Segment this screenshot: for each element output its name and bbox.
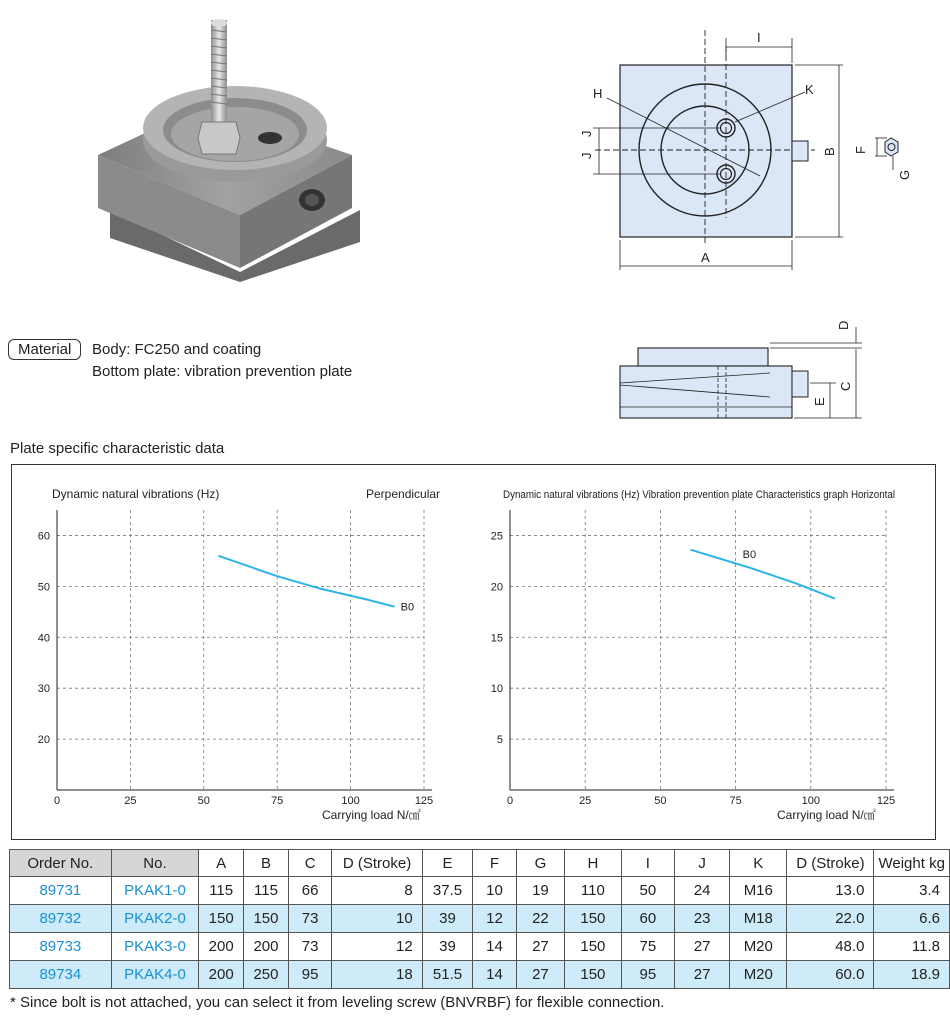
y-tick-label: 60	[37, 530, 50, 543]
chart-perpendicular-title: Dynamic natural vibrations (Hz)	[52, 487, 220, 501]
table-cell: 23	[675, 905, 730, 933]
table-cell: 8	[332, 877, 422, 905]
chart-perpendicular-xlabel: Carrying load N/㎠	[322, 808, 421, 822]
dim-i: I	[757, 30, 761, 45]
part-number-link[interactable]: PKAK1-0	[111, 877, 199, 905]
dim-k: K	[805, 82, 814, 97]
chart-horizontal-plot	[491, 510, 895, 807]
table-row	[10, 961, 950, 989]
table-cell: M20	[730, 933, 787, 961]
col-header: D (Stroke)	[332, 850, 422, 877]
dim-a: A	[701, 250, 710, 265]
col-header: E	[422, 850, 473, 877]
table-cell: 200	[199, 961, 244, 989]
col-header: F	[473, 850, 516, 877]
table-cell: 95	[621, 961, 674, 989]
col-header: H	[565, 850, 622, 877]
chart-horizontal-title: Dynamic natural vibrations (Hz) Vibration prevention plate Characteristics graph Horizontal	[503, 489, 895, 501]
table-cell: 150	[199, 905, 244, 933]
series-line-b0	[691, 550, 835, 599]
table-cell: 115	[244, 877, 289, 905]
col-header: B	[244, 850, 289, 877]
dim-h: H	[593, 86, 603, 101]
product-photo	[90, 10, 370, 285]
x-tick-label: 50	[654, 795, 667, 807]
chart-horizontal-xlabel: Carrying load N/㎠	[777, 808, 876, 822]
table-cell: 110	[565, 877, 622, 905]
col-header: A	[199, 850, 244, 877]
dim-c: C	[838, 381, 853, 391]
table-cell: 14	[473, 961, 516, 989]
footnote: * Since bolt is not attached, you can select it from leveling screw (BNVRBF) for flexible connection.	[10, 994, 665, 1011]
table-cell: 12	[473, 905, 516, 933]
table-cell: 50	[621, 877, 674, 905]
table-row	[10, 933, 950, 961]
table-row	[10, 905, 950, 933]
table-cell: 39	[422, 933, 473, 961]
part-number-link[interactable]: PKAK4-0	[111, 961, 199, 989]
x-tick-label: 75	[729, 795, 742, 807]
table-cell: 150	[565, 961, 622, 989]
y-tick-label: 15	[490, 632, 503, 645]
order-number-link[interactable]: 89733	[10, 933, 112, 961]
col-header: Order No.	[10, 850, 112, 877]
chart-perpendicular-plot	[38, 510, 433, 807]
dim-e: E	[812, 397, 827, 406]
spec-table-body	[10, 877, 950, 989]
table-cell: 150	[565, 905, 622, 933]
chart-horizontal	[472, 465, 935, 839]
spec-table-header	[10, 850, 950, 877]
table-cell: 60.0	[787, 961, 874, 989]
section-title: Plate specific characteristic data	[10, 440, 225, 457]
table-cell: 250	[244, 961, 289, 989]
table-cell: 73	[288, 905, 331, 933]
col-header: No.	[111, 850, 199, 877]
table-cell: 75	[621, 933, 674, 961]
table-cell: M18	[730, 905, 787, 933]
part-number-link[interactable]: PKAK3-0	[111, 933, 199, 961]
order-number-link[interactable]: 89732	[10, 905, 112, 933]
table-cell: 95	[288, 961, 331, 989]
col-header: I	[621, 850, 674, 877]
chart-perpendicular	[12, 465, 472, 839]
table-cell: 10	[473, 877, 516, 905]
table-cell: 24	[675, 877, 730, 905]
table-cell: 27	[675, 933, 730, 961]
table-cell: 60	[621, 905, 674, 933]
table-cell: 12	[332, 933, 422, 961]
table-cell: 200	[244, 933, 289, 961]
table-cell: 150	[244, 905, 289, 933]
col-header: K	[730, 850, 787, 877]
table-cell: 14	[473, 933, 516, 961]
x-tick-label: 0	[506, 795, 514, 807]
y-tick-label: 5	[496, 734, 503, 747]
y-tick-label: 25	[490, 530, 503, 543]
series-label: B0	[400, 601, 415, 614]
table-cell: 11.8	[874, 933, 950, 961]
table-cell: 27	[516, 961, 564, 989]
dim-d: D	[836, 320, 851, 330]
top-view-drawing	[575, 18, 935, 283]
x-tick-label: 100	[801, 795, 820, 807]
order-number-link[interactable]: 89731	[10, 877, 112, 905]
side-view-drawing	[600, 313, 870, 428]
table-cell: M16	[730, 877, 787, 905]
table-row	[10, 877, 950, 905]
y-tick-label: 20	[37, 734, 50, 747]
col-header: D (Stroke)	[787, 850, 874, 877]
material-body-line: Body: FC250 and coating	[92, 341, 262, 358]
chart-panel	[11, 464, 936, 840]
order-number-link[interactable]: 89734	[10, 961, 112, 989]
spec-table	[9, 849, 950, 989]
x-tick-label: 25	[124, 795, 137, 807]
x-tick-label: 100	[341, 795, 360, 807]
x-tick-label: 25	[579, 795, 592, 807]
table-cell: 39	[422, 905, 473, 933]
part-number-link[interactable]: PKAK2-0	[111, 905, 199, 933]
y-tick-label: 40	[37, 632, 50, 645]
x-tick-label: 75	[271, 795, 284, 807]
material-plate-line: Bottom plate: vibration prevention plate	[92, 363, 353, 380]
chart-perpendicular-subtitle: Perpendicular	[366, 487, 441, 501]
col-header: J	[675, 850, 730, 877]
x-tick-label: 0	[53, 795, 61, 807]
table-cell: M20	[730, 961, 787, 989]
y-tick-label: 20	[490, 581, 503, 594]
y-tick-label: 50	[37, 581, 50, 594]
table-cell: 73	[288, 933, 331, 961]
table-cell: 18.9	[874, 961, 950, 989]
table-cell: 22.0	[787, 905, 874, 933]
series-line-b0	[219, 556, 395, 607]
table-cell: 18	[332, 961, 422, 989]
dim-j-upper: J	[579, 130, 594, 137]
material-badge: Material	[8, 339, 81, 360]
table-cell: 27	[516, 933, 564, 961]
dim-f: F	[853, 146, 868, 154]
y-tick-label: 10	[490, 683, 503, 696]
table-cell: 22	[516, 905, 564, 933]
table-cell: 115	[199, 877, 244, 905]
table-cell: 66	[288, 877, 331, 905]
col-header: G	[516, 850, 564, 877]
col-header: Weight kg	[874, 850, 950, 877]
table-cell: 27	[675, 961, 730, 989]
dim-j-lower: J	[579, 152, 594, 159]
series-label: B0	[742, 549, 757, 562]
table-cell: 150	[565, 933, 622, 961]
table-cell: 19	[516, 877, 564, 905]
table-cell: 200	[199, 933, 244, 961]
x-tick-label: 125	[876, 795, 896, 807]
table-cell: 48.0	[787, 933, 874, 961]
x-tick-label: 50	[197, 795, 210, 807]
dim-b: B	[822, 147, 837, 156]
table-cell: 6.6	[874, 905, 950, 933]
table-cell: 51.5	[422, 961, 473, 989]
col-header: C	[288, 850, 331, 877]
dim-g: G	[897, 169, 912, 180]
y-tick-label: 30	[37, 683, 50, 696]
table-cell: 10	[332, 905, 422, 933]
table-cell: 37.5	[422, 877, 473, 905]
table-cell: 13.0	[787, 877, 874, 905]
x-tick-label: 125	[414, 795, 434, 807]
table-cell: 3.4	[874, 877, 950, 905]
